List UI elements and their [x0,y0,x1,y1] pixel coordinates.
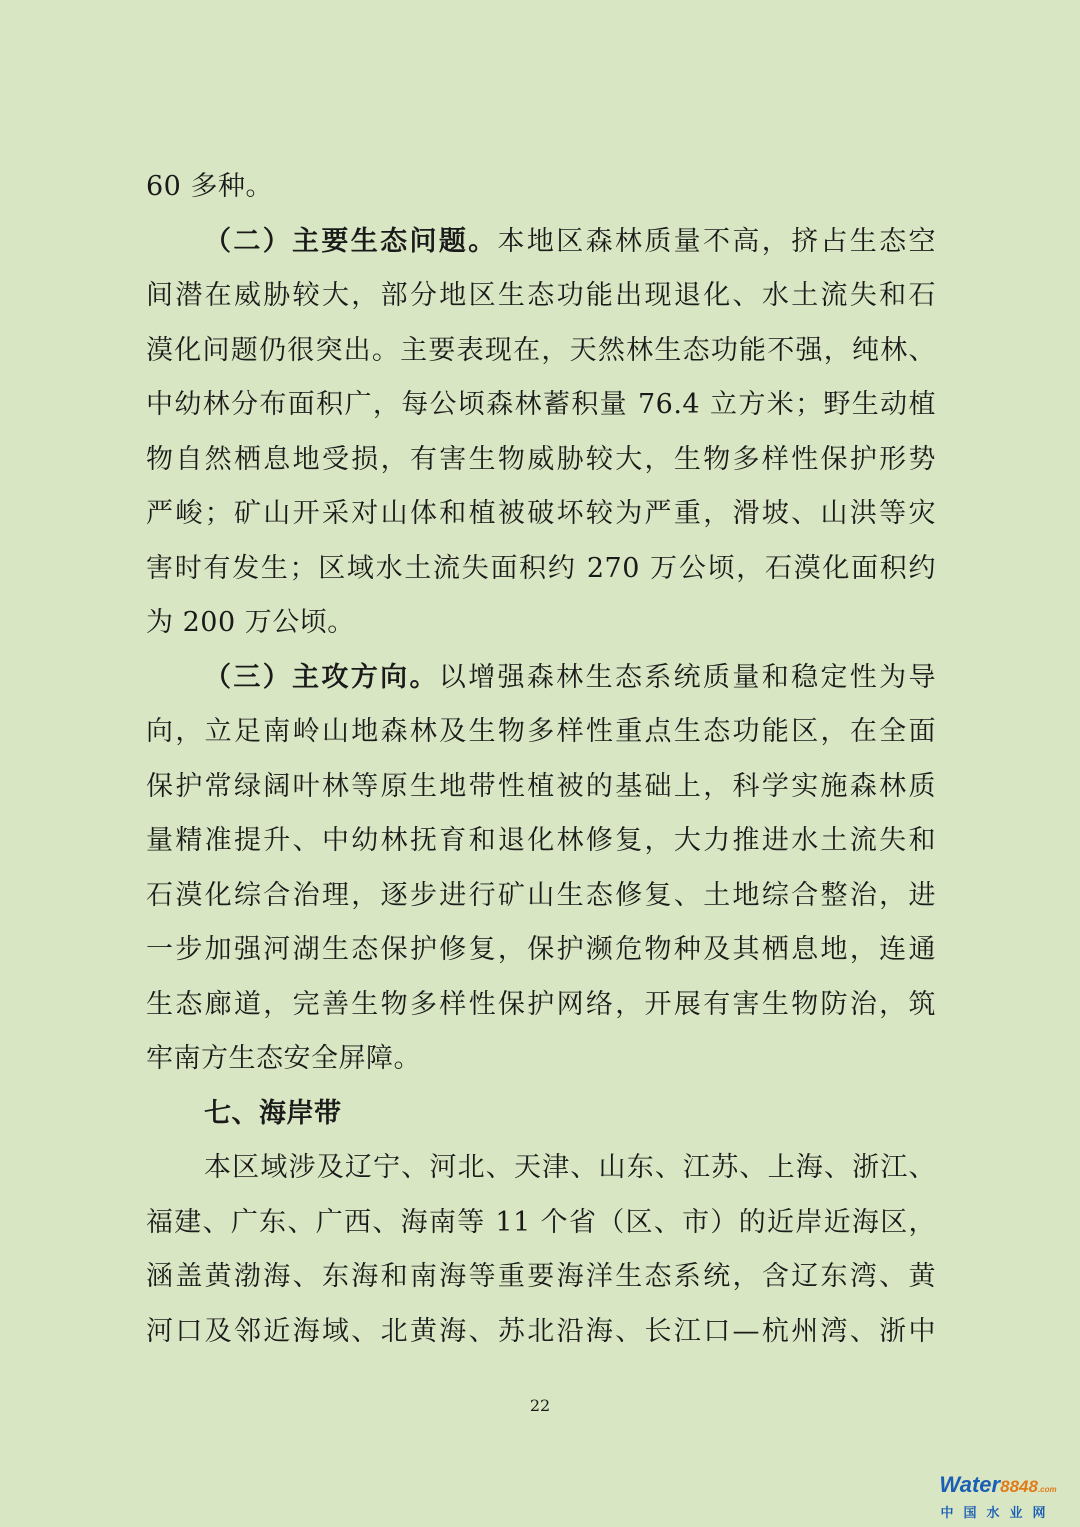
text-line [146,1305,936,1360]
line-text: 河口及邻近海域、北黄海、苏北沿海、长江口—杭州湾、浙中 [146,1315,936,1347]
text-line [146,487,936,542]
line-text: 保护常绿阔叶林等原生地带性植被的基础上，科学实施森林质 [146,770,936,802]
text-line [146,978,936,1033]
paragraph-lead: （二）主要生态问题。 [204,225,498,257]
watermark-brand-number: 8848 [1000,1477,1038,1496]
line-text: 以增强森林生态系统质量和稳定性为导 [438,661,937,693]
watermark-subtitle: 中国水业网 [940,1506,1056,1521]
text-line [146,542,936,597]
watermark-brand-text: Water [939,1472,1001,1497]
line-text: 涵盖黄渤海、东海和南海等重要海洋生态系统，含辽东湾、黄 [146,1261,936,1292]
text-line [146,814,936,869]
line-text: 牢南方生态安全屏障。 [146,1043,421,1074]
line-text: 物自然栖息地受损，有害生物威胁较大，生物多样性保护形势 [146,443,936,475]
line-text: 为 200 万公顷。 [146,607,355,638]
line-text: 七、海岸带 [204,1097,342,1129]
watermark-logo [928,1473,1068,1521]
watermark-brand-suffix: .com [1037,1485,1057,1494]
line-text: 严峻；矿山开采对山体和植被破坏较为严重，滑坡、山洪等灾 [146,498,936,529]
line-text: 间潜在威胁较大，部分地区生态功能出现退化、水土流失和石 [146,280,936,311]
line-text: 60 多种。 [146,171,273,202]
text-line [146,160,936,215]
text-line [146,324,936,379]
text-line [146,378,936,433]
line-text: 一步加强河湖生态保护修复，保护濒危物种及其栖息地，连通 [146,934,936,965]
line-text: 本地区森林质量不高，挤占生态空 [497,225,937,257]
text-line [146,433,936,488]
line-text: 生态廊道，完善生物多样性保护网络，开展有害生物防治，筑 [146,988,936,1020]
text-line [146,1196,936,1251]
text-line [146,1032,936,1087]
line-text: 向，立足南岭山地森林及生物多样性重点生态功能区，在全面 [146,716,936,747]
text-line [146,651,936,706]
text-line [146,269,936,324]
text-line [146,596,936,651]
text-line [146,215,936,270]
text-line [146,869,936,924]
text-line [146,923,936,978]
text-line [146,705,936,760]
line-text: 中幼林分布面积广，每公顷森林蓄积量 76.4 立方米；野生动植 [146,389,936,420]
text-line [146,1250,936,1305]
text-line [146,1141,936,1196]
line-text: 石漠化综合治理，逐步进行矿山生态修复、土地综合整治，进 [146,879,936,911]
section-heading [146,1087,936,1142]
watermark-brand [928,1473,1068,1502]
text-line [146,760,936,815]
document-body [146,160,936,1359]
line-text: 量精准提升、中幼林抚育和退化林修复，大力推进水土流失和 [146,825,936,856]
line-text: 福建、广东、广西、海南等 11 个省（区、市）的近岸近海区， [146,1206,936,1238]
line-text: 害时有发生；区域水土流失面积约 270 万公顷，石漠化面积约 [146,552,936,584]
line-text: 漠化问题仍很突出。主要表现在，天然林生态功能不强，纯林、 [146,334,936,366]
page-number: 22 [529,1396,551,1415]
line-text: 本区域涉及辽宁、河北、天津、山东、江苏、上海、浙江、 [204,1152,936,1183]
paragraph-lead: （三）主攻方向。 [204,661,439,693]
